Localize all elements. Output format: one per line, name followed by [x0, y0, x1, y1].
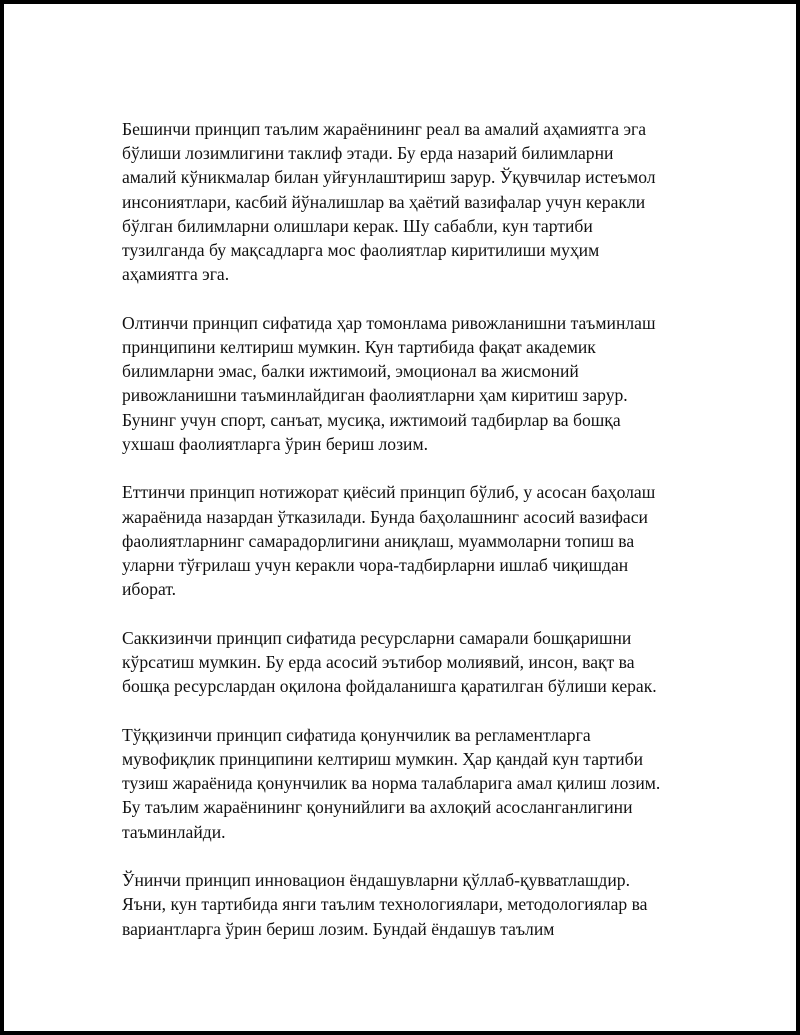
text-line: бошқа ресурслардан оқилона фойдаланишга қаратилган бўлиши керак. [122, 676, 657, 697]
text-line: кўрсатиш мумкин. Бу ерда асосий эътибор молиявий, инсон, вақт ва [122, 652, 635, 673]
text-line: Олтинчи принцип сифатида ҳар томонлама ривожланишни таъминлаш [122, 312, 656, 333]
text-line: мувофиқлик принципини келтириш мумкин. Ҳар қандай кун тартиби [122, 749, 644, 770]
text-line: жараёнида назардан ўтказилади. Бунда баҳолашнинг асосий вазифаси [122, 506, 648, 527]
text-line: тузиш жараёнида қонунчилик ва норма талабларига амал қилиш лозим. [122, 773, 661, 794]
text-line: бўлиши лозимлигини таклиф этади. Бу ерда назарий билимларни [122, 143, 614, 164]
text-line: амалий кўникмалар билан уйғунлаштириш зарур. Ўқувчилар истеъмол [122, 167, 656, 188]
text-line: билимларни эмас, балки ижтимоий, эмоционал ва жисмоний [122, 361, 579, 382]
paragraph [122, 868, 712, 941]
text-line: вариантларга ўрин бериш лозим. Бундай ёндашув таълим [122, 918, 555, 939]
text-line: Саккизинчи принцип сифатида ресурсларни самарали бошқаришни [122, 627, 632, 648]
text-line: ухшаш фаолиятларга ўрин бериш лозим. [122, 433, 429, 454]
text-line: бўлган билимларни олишлари керак. Шу сабабли, кун тартиби [122, 215, 593, 236]
paragraph [122, 117, 712, 286]
paragraph [122, 480, 712, 601]
text-line: иборат. [122, 579, 177, 600]
paragraph [122, 723, 712, 844]
text-line: Тўққизинчи принцип сифатида қонунчилик ва регламентларга [122, 724, 591, 745]
text-line: уларни тўғрилаш учун керакли чора-тадбирларни ишлаб чиқишдан [122, 555, 629, 576]
text-line: инсониятлари, касбий йўналишлар ва ҳаётий вазифалар учун керакли [122, 191, 646, 212]
text-line: принципини келтириш мумкин. Кун тартибида фақат академик [122, 337, 596, 358]
text-line: таъминлайди. [122, 821, 226, 842]
text-line: Ўнинчи принцип инновацион ёндашувларни қўллаб-қувватлашдир. [122, 870, 630, 891]
text-line: Бунинг учун спорт, санъат, мусиқа, ижтимоий тадбирлар ва бошқа [122, 409, 621, 430]
document-body [122, 117, 712, 965]
text-line: Бешинчи принцип таълим жараёнининг реал ва амалий аҳамиятга эга [122, 119, 647, 139]
text-line: ривожланишни таъминлайдиган фаолиятларни ҳам киритиш зарур. [122, 385, 628, 406]
text-line: тузилганда бу мақсадларга мос фаолиятлар киритилиши муҳим [122, 240, 600, 261]
text-line: фаолиятларнинг самарадорлигини аниқлаш, муаммоларни топиш ва [122, 530, 635, 551]
text-line: Еттинчи принцип нотижорат қиёсий принцип бўлиб, у асосан баҳолаш [122, 482, 656, 503]
paragraph [122, 311, 712, 456]
text-line: Бу таълим жараёнининг қонунийлиги ва ахлоқий асосланганлигини [122, 797, 633, 818]
text-line: аҳамиятга эга. [122, 264, 230, 285]
text-line: Яъни, кун тартибида янги таълим технологиялари, методологиялар ва [122, 894, 648, 915]
paragraph [122, 626, 712, 699]
